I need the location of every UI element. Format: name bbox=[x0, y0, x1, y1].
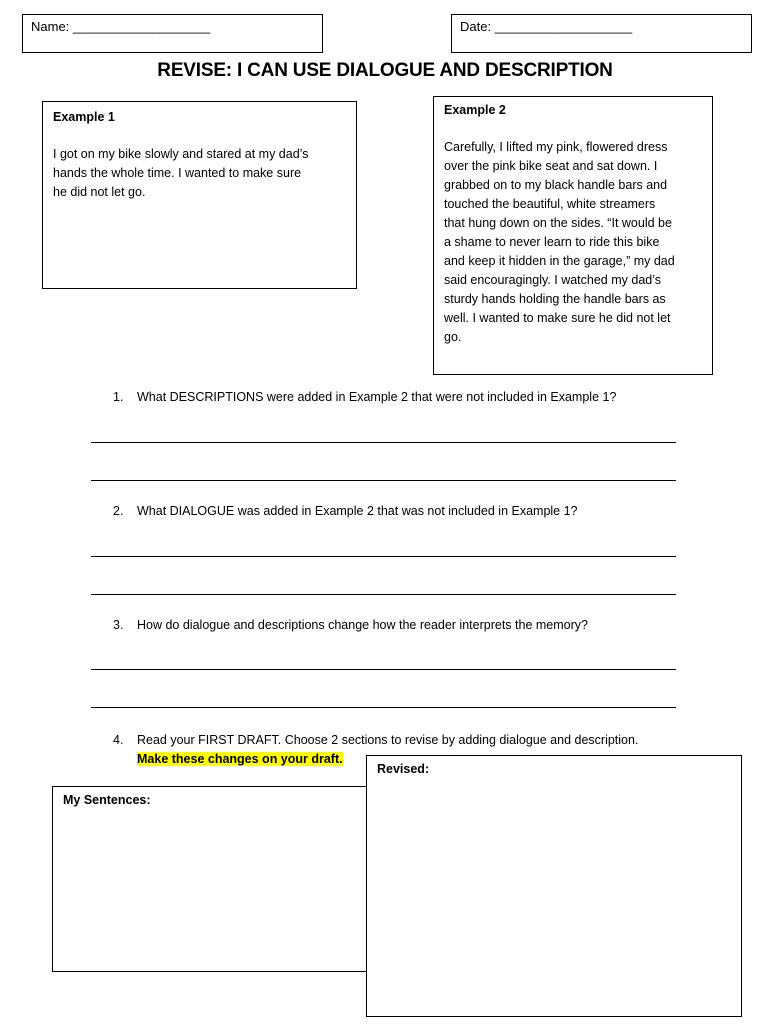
answer-line[interactable] bbox=[91, 594, 676, 595]
example-1-line: he did not let go. bbox=[53, 185, 146, 199]
answer-line[interactable] bbox=[91, 442, 676, 443]
example-2-line: grabbed on to my black handle bars and bbox=[444, 178, 668, 192]
my-sentences-box[interactable] bbox=[52, 786, 372, 972]
example-2-line: said encouragingly. I watched my dad’s bbox=[444, 273, 662, 287]
answer-line[interactable] bbox=[91, 480, 676, 481]
example-2-line: over the pink bike seat and sat down. I bbox=[444, 159, 658, 173]
question-1 bbox=[113, 390, 616, 404]
example-2-line: well. I wanted to make sure he did not let bbox=[444, 311, 671, 325]
name-label: Name: ___________________ bbox=[31, 19, 211, 34]
example-2-line: that hung down on the sides. “It would be bbox=[444, 216, 672, 230]
question-number: 3. bbox=[113, 618, 124, 632]
question-text: What DIALOGUE was added in Example 2 that was not included in Example 1? bbox=[137, 504, 578, 518]
answer-line[interactable] bbox=[91, 669, 676, 670]
example-1-box bbox=[42, 101, 357, 289]
example-1-heading: Example 1 bbox=[53, 110, 115, 124]
page-title: REVISE: I CAN USE DIALOGUE AND DESCRIPTION bbox=[157, 60, 613, 81]
question-2 bbox=[113, 504, 578, 518]
my-sentences-label: My Sentences: bbox=[63, 793, 151, 807]
example-2-line: touched the beautiful, white streamers bbox=[444, 197, 656, 211]
question-number: 1. bbox=[113, 390, 124, 404]
revised-box[interactable] bbox=[366, 755, 742, 1017]
question-number: 2. bbox=[113, 504, 124, 518]
question-text: Read your FIRST DRAFT. Choose 2 sections to revise by adding dialogue and description. bbox=[137, 733, 639, 747]
revised-label: Revised: bbox=[377, 762, 430, 776]
example-2-line: Carefully, I lifted my pink, flowered dress bbox=[444, 140, 668, 154]
example-2-box bbox=[433, 96, 713, 375]
question-text: What DESCRIPTIONS were added in Example 2 that were not included in Example 1? bbox=[137, 390, 617, 404]
example-2-line: and keep it hidden in the garage,” my dad bbox=[444, 254, 675, 268]
example-2-line: go. bbox=[444, 330, 462, 344]
date-field[interactable] bbox=[451, 14, 752, 53]
example-2-line: sturdy hands holding the handle bars as bbox=[444, 292, 666, 306]
name-field[interactable] bbox=[22, 14, 323, 53]
question-number: 4. bbox=[113, 733, 124, 747]
question-text: How do dialogue and descriptions change how the reader interprets the memory? bbox=[137, 618, 588, 632]
date-label: Date: ___________________ bbox=[460, 19, 633, 34]
example-1-line: I got on my bike slowly and stared at my dad’s bbox=[53, 147, 309, 161]
answer-line[interactable] bbox=[91, 707, 676, 708]
example-1-line: hands the whole time. I wanted to make sure bbox=[53, 166, 302, 180]
answer-line[interactable] bbox=[91, 556, 676, 557]
highlight-instruction: Make these changes on your draft. bbox=[137, 752, 343, 766]
question-3 bbox=[113, 618, 588, 632]
example-2-heading: Example 2 bbox=[444, 103, 506, 117]
example-2-line: a shame to never learn to ride this bike bbox=[444, 235, 660, 249]
